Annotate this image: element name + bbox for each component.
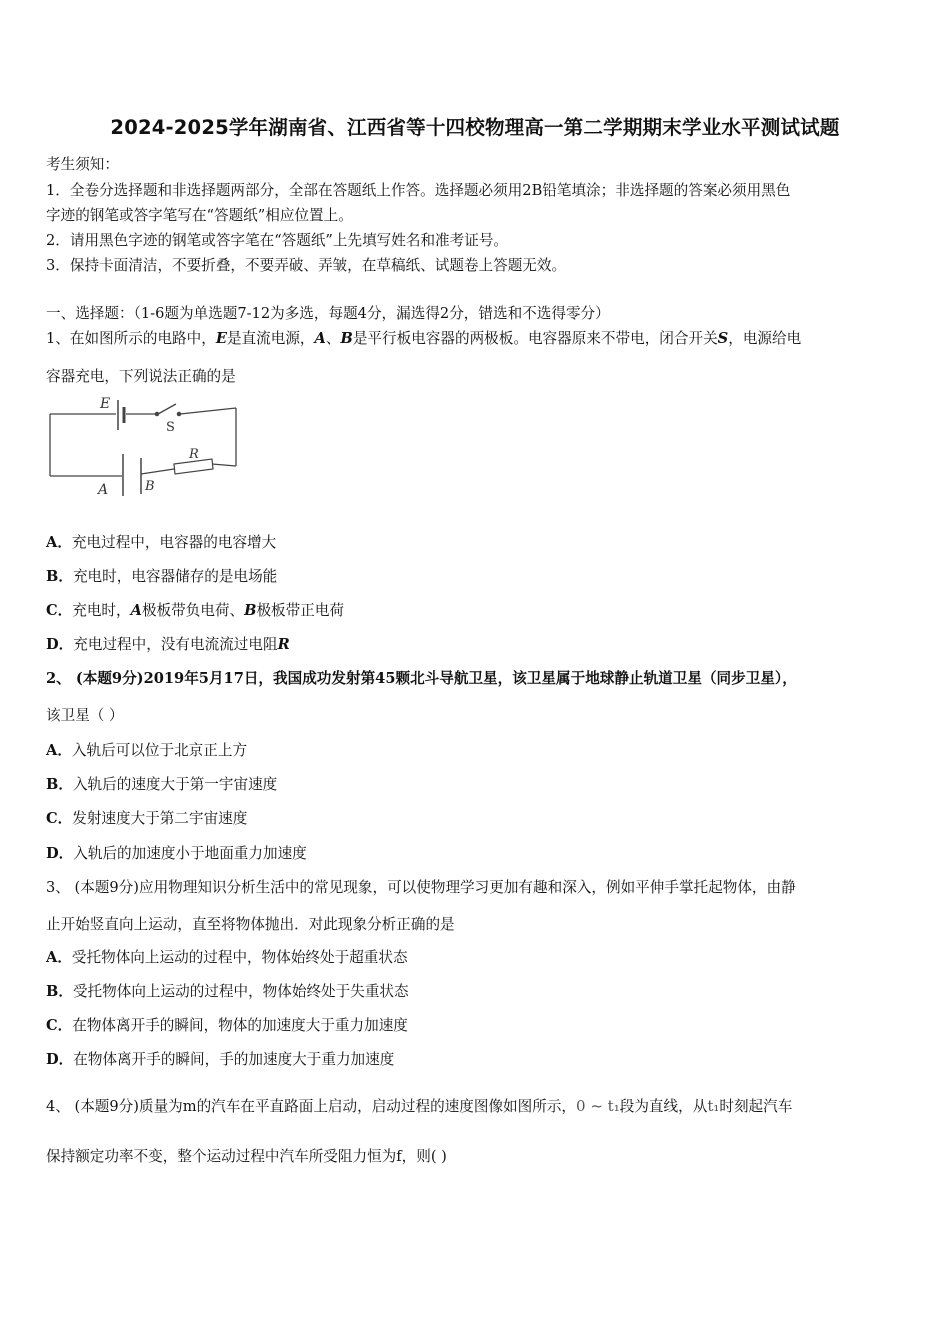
notice-item-1: 1．全卷分选择题和非选择题两部分，全部在答题纸上作答。选择题必须用2B铅笔填涂；非选择题的答案必须用黑色 bbox=[46, 182, 791, 199]
q1-text-b: 是直流电源， bbox=[226, 330, 315, 347]
option-letter: C． bbox=[46, 602, 73, 619]
option-text: 受托物体向上运动的过程中，物体始终处于失重状态 bbox=[72, 983, 409, 1000]
q1-var-a: A bbox=[314, 330, 326, 347]
q1-text-d: ，电源给电 bbox=[728, 330, 802, 347]
q2-option-b bbox=[46, 773, 277, 794]
notice-item-3: 3．保持卡面清洁，不要折叠，不要弄破、弄皱，在草稿纸、试题卷上答题无效。 bbox=[46, 257, 567, 274]
q1-var-s: S bbox=[717, 330, 729, 347]
option-letter: D． bbox=[46, 1051, 74, 1068]
option-text-c: 极板带正电荷 bbox=[256, 602, 345, 619]
option-letter: B． bbox=[46, 776, 73, 793]
option-var-a: A bbox=[130, 602, 142, 619]
q1-var-e: E bbox=[215, 330, 227, 347]
q1-option-d bbox=[46, 633, 290, 654]
q1-fig-label-e: E bbox=[100, 396, 111, 412]
q4-stem-line2: 保持额定功率不变，整个运动过程中汽车所受阻力恒为f，则( ) bbox=[46, 1148, 447, 1165]
notice-heading: 考生须知： bbox=[46, 156, 119, 173]
q3-stem-line2: 止开始竖直向上运动，直至将物体抛出．对此现象分析正确的是 bbox=[46, 916, 455, 933]
option-letter: A． bbox=[46, 534, 72, 551]
q3-stem-line1: 3、 (本题9分)应用物理知识分析生活中的常见现象，可以使物理学习更加有趣和深入，例如平伸手掌托起物体，由静 bbox=[46, 879, 796, 896]
section-heading: 一、选择题：（1-6题为单选题7-12为多选，每题4分，漏选得2分，错选和不选得零分） bbox=[46, 305, 610, 322]
notice-item-2: 2．请用黑色字迹的钢笔或答字笔在“答题纸”上先填写姓名和准考证号。 bbox=[46, 232, 509, 249]
option-letter: C． bbox=[46, 810, 73, 827]
option-text: 在物体离开手的瞬间，物体的加速度大于重力加速度 bbox=[72, 1017, 408, 1034]
q4-math-interval: 0 ~ t₁ bbox=[576, 1097, 620, 1115]
q1-text-c: 是平行板电容器的两极板。电容器原来不带电，闭合开关 bbox=[352, 330, 718, 347]
option-text: 入轨后的加速度小于地面重力加速度 bbox=[73, 845, 307, 862]
q1-text-a: 1、在如图所示的电路中， bbox=[46, 330, 216, 347]
q4-text-a: 4、 (本题9分)质量为m的汽车在平直路面上启动，启动过程的速度图像如图所示， bbox=[46, 1098, 577, 1115]
option-text: 入轨后可以位于北京正上方 bbox=[71, 742, 248, 759]
option-var-r: R bbox=[277, 636, 290, 653]
q2-stem-line1: 2、 (本题9分)2019年5月17日，我国成功发射第45颗北斗导航卫星，该卫星属于地球静止轨道卫星（同步卫星）， bbox=[46, 670, 797, 687]
notice-item-1-cont: 字迹的钢笔或答字笔写在“答题纸”相应位置上。 bbox=[46, 207, 353, 224]
q2-stem-line2: 该卫星（ ） bbox=[46, 707, 124, 724]
q3-option-a bbox=[46, 946, 408, 967]
q3-option-c bbox=[46, 1014, 408, 1035]
q1-var-b: B bbox=[340, 330, 353, 347]
q1-fig-label-s: S bbox=[166, 420, 175, 435]
option-letter: D． bbox=[46, 845, 74, 862]
option-text: 充电时，电容器储存的是电场能 bbox=[72, 568, 278, 585]
q1-option-b bbox=[46, 565, 277, 586]
option-text: 发射速度大于第二宇宙速度 bbox=[72, 810, 248, 827]
option-var-b: B bbox=[244, 602, 257, 619]
q1-fig-label-r: R bbox=[189, 447, 199, 462]
page-title: 2024-2025学年湖南省、江西省等十四校物理高一第二学期期末学业水平测试试题 bbox=[110, 116, 840, 139]
q3-option-b bbox=[46, 980, 409, 1001]
option-text-b: 极板带负电荷、 bbox=[141, 602, 245, 619]
q1-sep: 、 bbox=[325, 330, 341, 347]
q2-option-c bbox=[46, 807, 247, 828]
q1-stem-line2: 容器充电，下列说法正确的是 bbox=[46, 368, 236, 385]
q1-option-c bbox=[46, 599, 344, 620]
q1-fig-label-b: B bbox=[145, 479, 155, 494]
q4-math-t1: t₁ bbox=[707, 1097, 720, 1115]
q1-fig-label-a: A bbox=[98, 482, 109, 498]
q4-stem-line1 bbox=[46, 1095, 792, 1116]
option-letter: B． bbox=[46, 983, 73, 1000]
option-text: 入轨后的速度大于第一宇宙速度 bbox=[72, 776, 278, 793]
option-text: 受托物体向上运动的过程中，物体始终处于超重状态 bbox=[71, 949, 408, 966]
option-text: 在物体离开手的瞬间，手的加速度大于重力加速度 bbox=[73, 1051, 395, 1068]
q1-circuit-diagram bbox=[44, 394, 244, 502]
option-letter: A． bbox=[46, 949, 72, 966]
option-letter: C． bbox=[46, 1017, 73, 1034]
option-letter: B． bbox=[46, 568, 73, 585]
option-text-a: 充电时， bbox=[72, 602, 131, 619]
option-text: 充电过程中，电容器的电容增大 bbox=[71, 534, 277, 551]
option-letter: A． bbox=[46, 742, 72, 759]
q2-option-a bbox=[46, 739, 247, 760]
option-text-a: 充电过程中，没有电流流过电阻 bbox=[73, 636, 278, 653]
q3-option-d bbox=[46, 1048, 394, 1069]
q1-stem-line1 bbox=[46, 327, 801, 348]
q4-text-b: 段为直线，从 bbox=[619, 1098, 708, 1115]
q2-option-d bbox=[46, 842, 307, 863]
option-letter: D． bbox=[46, 636, 74, 653]
q4-text-c: 时刻起汽车 bbox=[719, 1098, 793, 1115]
q1-option-a bbox=[46, 531, 276, 552]
